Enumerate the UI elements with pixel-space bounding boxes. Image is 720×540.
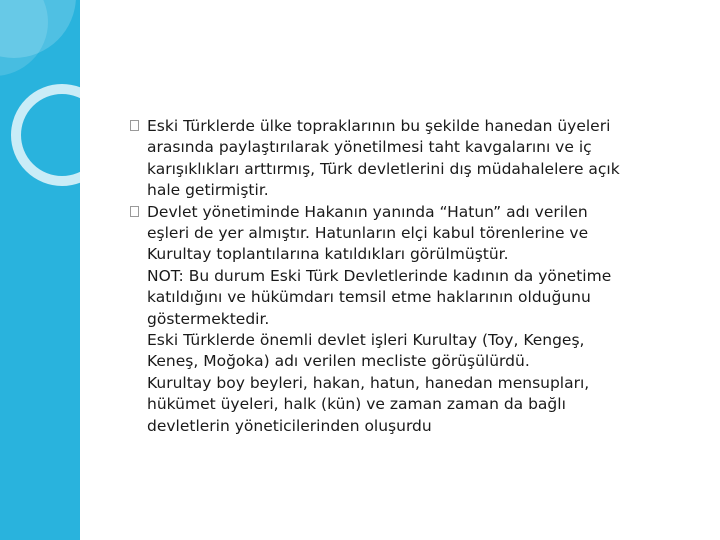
bullet-item-2	[129, 202, 709, 437]
note-line-1: NOT: Bu durum Eski Türk Devletlerinde kadının da yönetime	[147, 266, 612, 285]
bullet-2-line-2: eşleri de yer almıştır. Hatunların elçi kabul törenlerine ve	[147, 224, 589, 243]
note-line-2: katıldığını ve hükümdarı temsil etme haklarının olduğunu	[147, 288, 591, 307]
slide-body	[129, 116, 709, 437]
decorative-circle-small	[0, 0, 48, 76]
sidebar-band	[0, 0, 80, 540]
square-bullet-icon	[129, 205, 141, 219]
decorative-circles	[0, 0, 80, 540]
bullet-1-line-3: karışıklıkları arttırmış, Türk devletlerini dış müdahalelere açık	[147, 159, 620, 178]
kurultay-members-line-1: Kurultay boy beyleri, hakan, hatun, hanedan mensupları,	[147, 373, 590, 392]
square-bullet-icon	[129, 119, 141, 133]
bullet-1-line-4: hale getirmiştir.	[147, 181, 269, 200]
kurultay-members-line-2: hükümet üyeleri, halk (kün) ve zaman zaman da bağlı	[147, 395, 566, 414]
decorative-ring	[16, 89, 80, 181]
bullet-1-line-1: Eski Türklerde ülke topraklarının bu şekilde hanedan üyeleri	[147, 117, 611, 135]
bullet-item-1	[129, 116, 709, 202]
kurultay-line-2: Keneş, Moğoka) adı verilen mecliste görüşülürdü.	[147, 352, 530, 371]
bullet-1-line-2: arasında paylaştırılarak yönetilmesi taht kavgalarını ve iç	[147, 138, 592, 157]
kurultay-line-1: Eski Türklerde önemli devlet işleri Kurultay (Toy, Kengeş,	[147, 331, 585, 350]
bullet-2-line-1: Devlet yönetiminde Hakanın yanında “Hatun” adı verilen	[147, 202, 588, 221]
bullet-2-line-3: Kurultay toplantılarına katıldıkları görülmüştür.	[147, 245, 509, 264]
kurultay-members-line-3: devletlerin yöneticilerinden oluşurdu	[147, 416, 432, 435]
note-line-3: göstermektedir.	[147, 309, 270, 328]
